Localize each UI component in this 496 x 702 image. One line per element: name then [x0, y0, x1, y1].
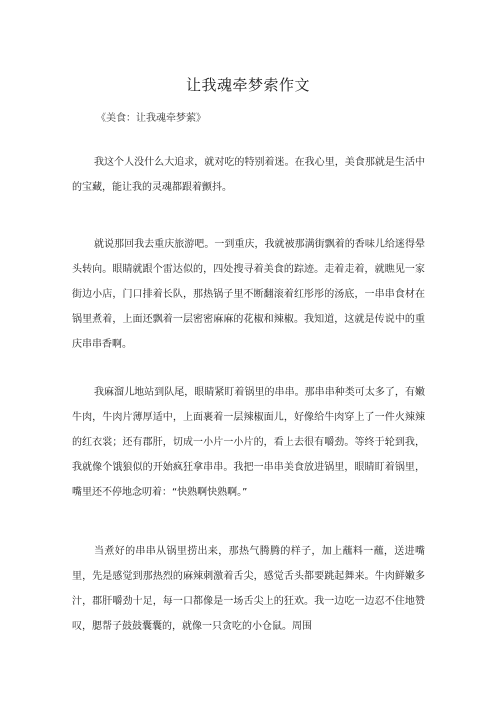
paragraph-2: 就说那回我去重庆旅游吧。一到重庆，我就被那满街飘着的香味儿给迷得晕头转向。眼睛就跟个雷达似的，四处搜寻着美食的踪迹。走着走着，就瞧见一家街边小店，门口排着长队，那热锅子里不断翻滚着红彤彤的汤底，一串串食材在锅里煮着，上面还飘着一层密密麻麻的花椒和辣椒。我知道，这就是传说中的重庆串串香啊。: [72, 239, 425, 350]
document-subtitle: 《美食：让我魂牵梦萦》: [96, 113, 206, 124]
document-title: 让我魂牵梦索作文: [185, 76, 310, 94]
paragraph-1: 我这个人没什么大追求，就对吃的特别着迷。在我心里，美食那就是生活中的宝藏，能让我的灵魂都跟着颤抖。: [72, 157, 425, 193]
paragraph-4: 当煮好的串串从锅里捞出来，那热气腾腾的样子，加上蘸料一蘸，送进嘴里，先是感觉到那热烈的麻辣刺激着舌尖，感觉舌头都要跳起舞来。牛肉鲜嫩多汁，郡肝嚼劲十足，每一口都像是一场舌尖上的狂欢。我一边吃一边忍不住地赞叹，腮帮子鼓鼓囊囊的，就像一只贪吃的小仓鼠。周围: [72, 546, 425, 632]
paragraph-3: 我麻溜儿地站到队尾，眼睛紧盯着锅里的串串。那串串种类可太多了，有嫩牛肉，牛肉片薄厚适中，上面裹着一层辣椒面儿，好像给牛肉穿上了一件火辣辣的红衣裳；还有郡肝，切成一小片一小片的，看上去很有嚼劲。等终于轮到我，我就像个饿狼似的开始疯狂拿串串。我把一串串美食放进锅里，眼睛盯着锅里，嘴里还不停地念叨着：“快熟啊快熟啊。”: [72, 387, 425, 498]
